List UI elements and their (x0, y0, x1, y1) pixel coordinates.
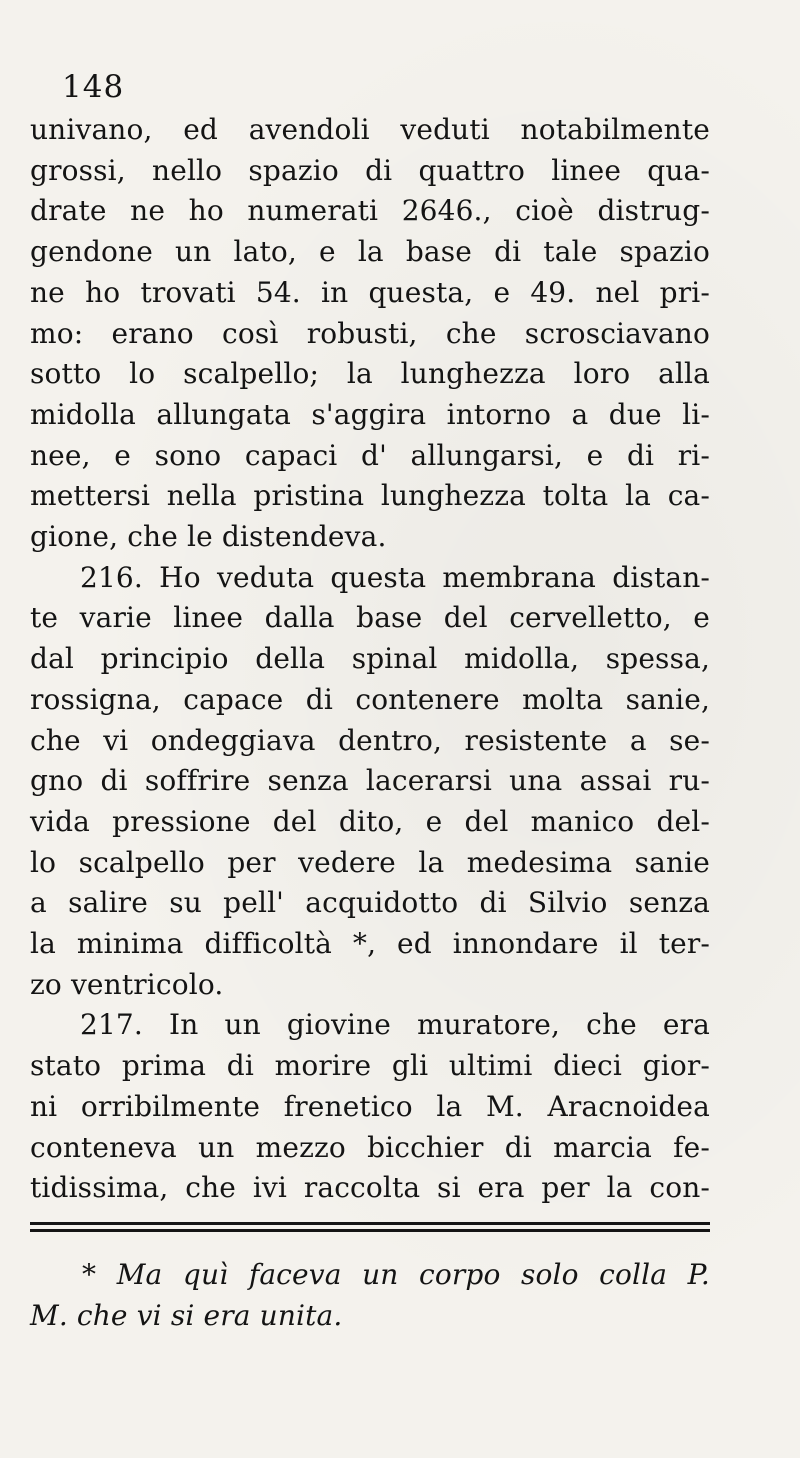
text-line: a salire su pell' acquidotto di Silvio senza (30, 886, 710, 920)
text-line: tidissima, che ivi raccolta si era per la con- (30, 1171, 710, 1205)
text-line: sotto lo scalpello; la lunghezza loro alla (30, 357, 710, 391)
text-line: grossi, nello spazio di quattro linee qua- (30, 153, 710, 187)
text-line: mettersi nella pristina lunghezza tolta la ca- (30, 479, 710, 513)
text-line: stato prima di morire gli ultimi dieci gior- (30, 1049, 710, 1083)
text-line: univano, ed avendoli veduti notabilmente (30, 113, 710, 146)
text-line: dal principio della spinal midolla, spessa, (30, 642, 710, 676)
text-line: nee, e sono capaci d' allungarsi, e di ri- (30, 438, 710, 472)
text-line: ne ho trovati 54. in questa, e 49. nel pri- (30, 275, 710, 309)
page-number: 148 (62, 69, 125, 105)
text-line: conteneva un mezzo bicchier di marcia fe- (30, 1130, 710, 1164)
paragraph-start-line: 217. In un giovine muratore, che era (80, 1008, 710, 1042)
text-line: rossigna, capace di contenere molta sanie, (30, 682, 710, 716)
footnote-line: M. che vi si era unita. (30, 1298, 343, 1332)
main-text (30, 110, 710, 1209)
text-line: gno di soffrire senza lacerarsi una assai ru- (30, 764, 710, 798)
text-line: la minima difficoltà *, ed innondare il ter- (30, 927, 710, 961)
text-line: mo: erano così robusti, che scrosciavano (30, 316, 710, 350)
text-line: midolla allungata s'aggira intorno a due li- (30, 397, 710, 431)
separator-rule (30, 1222, 710, 1225)
text-line: gendone un lato, e la base di tale spazio (30, 235, 710, 269)
footnote-line: * Ma quì faceva un corpo solo colla P. (82, 1258, 710, 1291)
text-line: lo scalpello per vedere la medesima sanie (30, 845, 710, 879)
text-line: vida pressione del dito, e del manico del- (30, 804, 710, 838)
text-line: zo ventricolo. (30, 967, 224, 1001)
footnote-separator (30, 1222, 710, 1236)
text-line: te varie linee dalla base del cervelletto, e (30, 601, 710, 635)
footnote (30, 1255, 710, 1336)
text-line: ni orribilmente frenetico la M. Aracnoidea (30, 1089, 710, 1123)
separator-rule (30, 1229, 710, 1232)
text-line: che vi ondeggiava dentro, resistente a se- (30, 723, 710, 757)
paragraph-start-line: 216. Ho veduta questa membrana distan- (80, 560, 710, 594)
text-line: drate ne ho numerati 2646., cioè distrug- (30, 194, 710, 228)
text-line: gione, che le distendeva. (30, 520, 387, 554)
